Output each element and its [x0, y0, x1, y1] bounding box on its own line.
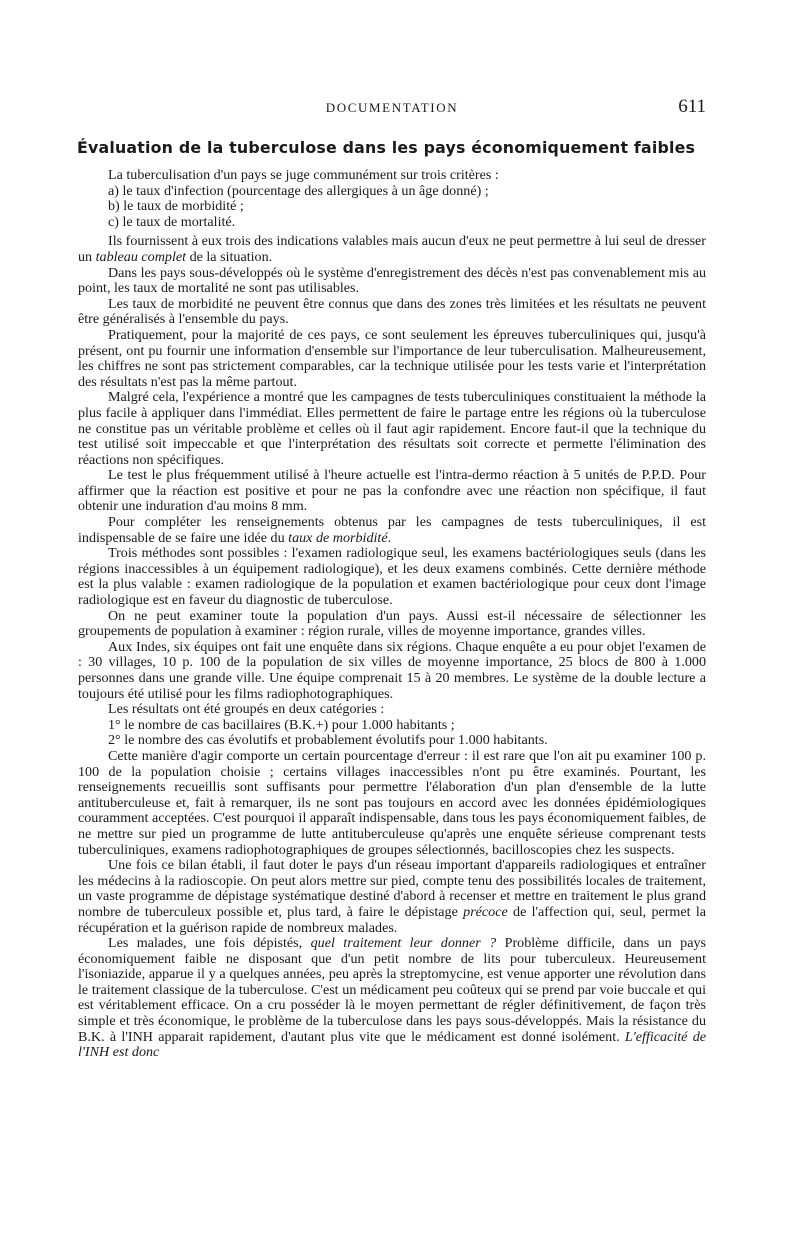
text-run: Ils fournissent à eux trois des indications valables mais aucun d'eux ne peut permettre à lui seul de dresser un — [78, 233, 706, 265]
text-run: c) le taux de mortalité. — [108, 213, 236, 230]
list-item — [78, 215, 706, 231]
text-run: a) le taux d'infection (pourcentage des allergiques à un âge donné) ; — [108, 182, 489, 199]
paragraph — [78, 234, 706, 265]
list-item — [78, 718, 706, 734]
text-run: Une fois ce bilan établi, il faut doter le pays d'un réseau important d'appareils radiologiques et entraîner les médecins à la radioscopie. On peut alors mettre sur pied, compte tenu des possibilités locales de traitement, un vaste programme de dépistage systématique destiné d'abord à recenser et mettre en traitement le plus grand nombre de tuberculeux possible et, plus tard, à faire le dépistage — [78, 857, 706, 920]
text-run: Pour compléter les renseignements obtenus par les campagnes de tests tuberculiniques, il est indispensable de se faire une idée du — [78, 514, 706, 546]
document-page — [78, 96, 706, 1061]
text-run: de l'affection qui, seul, permet la récupération et la guérison rapide de nombreux malades. — [78, 903, 707, 936]
page-number: 611 — [678, 96, 706, 117]
article-title: Évaluation de la tuberculose dans les pays économiquement faibles — [77, 138, 696, 157]
text-run: Malgré cela, l'expérience a montré que les campagnes de tests tuberculiniques constituaient la méthode la plus facile à appliquer dans l'immédiat. Elles permettent de faire le partage entre les régions où la tuberculose ne constitue pas un véritable problème et celles où il faut agir rapidement. Encore faut-il que la technique du test utilisé soit impeccable et que l'interprétation des résultats soit correcte et permette l'élimination des réactions non spécifiques. — [78, 389, 706, 468]
paragraph — [78, 168, 706, 184]
text-run: Dans les pays sous-développés où le système d'enregistrement des décès n'est pas convenablement mis au point, les taux de mortalité ne sont pas utilisables. — [78, 264, 706, 297]
emphasis-text: tableau complet — [95, 248, 187, 265]
paragraph — [78, 390, 706, 468]
emphasis-text: quel traitement leur donner ? — [310, 935, 497, 952]
paragraph — [78, 609, 706, 640]
text-run: Pratiquement, pour la majorité de ces pays, ce sont seulement les épreuves tuberculiniques qui, jusqu'à présent, ont pu fournir une information d'ensemble sur l'importance de leur tuberculisation. Malheureusement, les chiffres ne sont pas strictement comparables, car la technique utilisée pour les tests varie et l'interprétation des résultats n'est pas la même partout. — [78, 326, 706, 390]
text-run: Trois méthodes sont possibles : l'examen radiologique seul, les examens bactériologiques seuls (dans les régions inaccessibles à un équipement radiologique), et les deux examens combinés. Cette dernière méthode est la plus valable : examen radiologique de la population et examen bactériologique pour ceux dont l'image radiologique est en faveur du diagnostic de tuberculose. — [78, 545, 706, 609]
running-header — [78, 96, 706, 122]
paragraph — [78, 858, 706, 936]
article-body — [78, 168, 706, 1061]
list-item — [78, 733, 706, 749]
text-run: Cette manière d'agir comporte un certain pourcentage d'erreur : il est rare que l'on ait pu examiner 100 p. 100 de la population choisie ; certains villages inaccessibles n'ont pu être examinés. Pourtant, les renseignements recueillis sont suffisants pour permettre l'élaboration d'un plan d'ensemble de la lutte antituberculeuse et, fait à remarquer, ils ne sont pas toujours en accord avec les données épidémiologiques couramment acceptées. C'est pourquoi il apparaît indispensable, dans tous les pays économiquement faibles, de ne mettre sur pied un programme de lutte antituberculeuse qu'après une enquête sérieuse comprenant tests tuberculiniques, examens radiophotographiques de groupes sélectionnés, bacilloscopies chez les suspects. — [78, 747, 706, 858]
paragraph — [78, 936, 706, 1061]
text-run: b) le taux de morbidité ; — [108, 198, 244, 215]
emphasis-text: taux de morbidité — [288, 529, 388, 546]
emphasis-text: précoce — [463, 903, 508, 920]
emphasis-text: L'efficacité de l'INH est donc — [78, 1028, 706, 1061]
paragraph — [78, 640, 706, 702]
text-run: Les résultats ont été groupés en deux catégories : — [108, 701, 385, 718]
text-run: de la situation. — [186, 248, 273, 265]
text-run: 1° le nombre de cas bacillaires (B.K.+) pour 1.000 habitants ; — [108, 716, 455, 733]
paragraph — [78, 468, 706, 515]
list-item — [78, 184, 706, 200]
paragraph — [78, 546, 706, 608]
text-run: 2° le nombre des cas évolutifs et probablement évolutifs pour 1.000 habitants. — [108, 732, 548, 749]
text-run: Problème difficile, dans un pays économiquement faible ne disposant que d'un petit nombre de lits pour tuberculeux. Heureusement l'isoniazide, apparue il y a quelques années, peu après la streptomycine, est venue apporter une révolution dans le traitement classique de la tuberculose. C'est un médicament peu coûteux qui se prend par voie buccale et qui est véritablement efficace. On a cru posséder là le moyen permettant de régler définitivement, de façon très simple et très économique, le problème de la tuberculose dans les pays sous-développés. Mais la résistance du B.K. à l'INH apparait rapidement, d'autant plus vite que le médicament est donné isolément. — [78, 935, 706, 1045]
list-item — [78, 199, 706, 215]
paragraph — [78, 266, 706, 297]
running-title: DOCUMENTATION — [325, 100, 459, 115]
text-run: Le test le plus fréquemment utilisé à l'heure actuelle est l'intra-dermo réaction à 5 unités de P.P.D. Pour affirmer que la réaction est positive et pour ne pas la confondre avec une réaction non spécifique, il faut obtenir une induration d'au moins 8 mm. — [78, 467, 706, 515]
text-run: . — [387, 529, 392, 546]
paragraph — [78, 749, 706, 858]
paragraph — [78, 515, 706, 546]
paragraph — [78, 297, 706, 328]
paragraph — [78, 328, 706, 390]
text-run: Aux Indes, six équipes ont fait une enquête dans six régions. Chaque enquête a eu pour objet l'examen de : 30 villages, 10 p. 100 de la population de six villes de moyenne importance, 25 blocs de 800 à 1.000 personnes dans une grande ville. Une équipe comprenait 15 à 20 membres. Le système de la double lecture a toujours été utilisé pour les films radiophotographiques. — [78, 638, 706, 702]
text-run: Les malades, une fois dépistés, — [108, 935, 311, 952]
text-run: La tuberculisation d'un pays se juge communément sur trois critères : — [108, 167, 499, 183]
text-run: On ne peut examiner toute la population d'un pays. Aussi est-il nécessaire de sélectionner les groupements de population à examiner : région rurale, villes de moyenne importance, grandes villes. — [78, 607, 706, 640]
text-run: Les taux de morbidité ne peuvent être connus que dans des zones très limitées et les résultats ne peuvent être généralisés à l'ensemble du pays. — [78, 295, 706, 328]
paragraph — [78, 702, 706, 718]
